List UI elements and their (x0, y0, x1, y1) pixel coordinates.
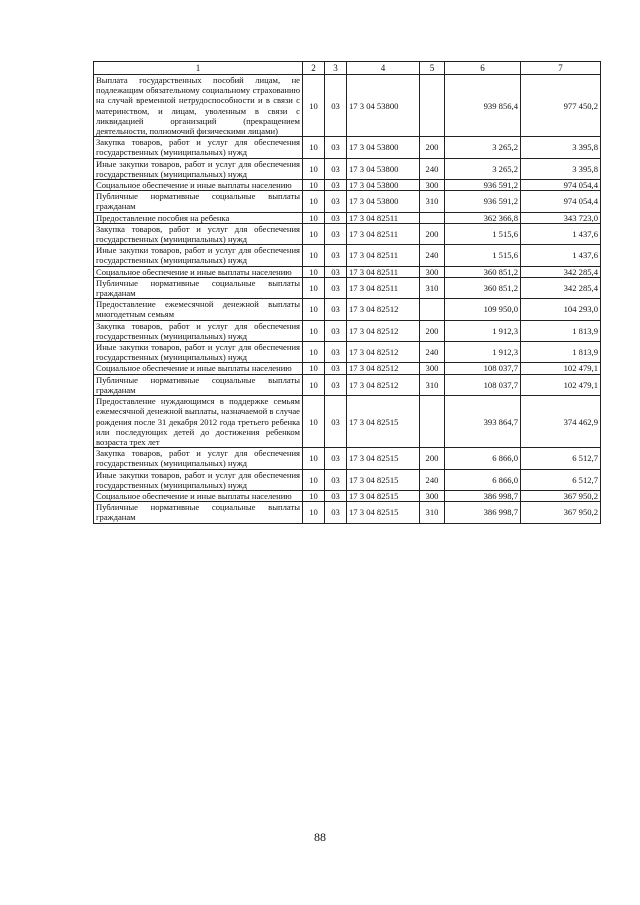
cell-amount-year2: 6 512,7 (521, 469, 601, 490)
col-header-description: 1 (94, 62, 303, 75)
table-row (94, 448, 601, 469)
cell-section: 10 (303, 191, 325, 212)
cell-expense-type: 200 (420, 137, 445, 158)
cell-expense-type: 300 (420, 490, 445, 501)
table-row (94, 469, 601, 490)
col-header-amount-year2: 7 (521, 62, 601, 75)
cell-amount-year2: 102 479,1 (521, 363, 601, 374)
cell-amount-year1: 6 866,0 (445, 448, 521, 469)
cell-subsection: 03 (325, 490, 347, 501)
cell-description: Публичные нормативные социальные выплаты гражданам (94, 374, 303, 395)
cell-subsection: 03 (325, 396, 347, 448)
cell-amount-year1: 1 515,6 (445, 245, 521, 266)
cell-amount-year2: 1 437,6 (521, 245, 601, 266)
cell-target-item: 17 3 04 82512 (347, 363, 420, 374)
cell-description: Предоставление нуждающимся в поддержке семьям ежемесячной денежной выплаты, назначаемой в случае рождения после 31 декабря 2012 года третьего ребенка или последующих детей до достижения ребенком возраста трех лет (94, 396, 303, 448)
page-number: 88 (314, 830, 326, 844)
cell-description: Закупка товаров, работ и услуг для обеспечения государственных (муниципальных) нужд (94, 223, 303, 244)
cell-section: 10 (303, 299, 325, 320)
cell-subsection: 03 (325, 363, 347, 374)
cell-expense-type (420, 212, 445, 223)
cell-target-item: 17 3 04 53800 (347, 180, 420, 191)
table-row (94, 212, 601, 223)
table-row (94, 396, 601, 448)
cell-section: 10 (303, 469, 325, 490)
cell-subsection: 03 (325, 299, 347, 320)
cell-subsection: 03 (325, 320, 347, 341)
cell-amount-year1: 393 864,7 (445, 396, 521, 448)
table-row (94, 158, 601, 179)
cell-amount-year1: 1 912,3 (445, 342, 521, 363)
cell-section: 10 (303, 266, 325, 277)
cell-expense-type: 310 (420, 374, 445, 395)
cell-amount-year1: 936 591,2 (445, 191, 521, 212)
cell-expense-type: 310 (420, 191, 445, 212)
cell-amount-year1: 386 998,7 (445, 490, 521, 501)
cell-description: Социальное обеспечение и иные выплаты населению (94, 363, 303, 374)
cell-target-item: 17 3 04 82511 (347, 266, 420, 277)
cell-section: 10 (303, 374, 325, 395)
table-row (94, 374, 601, 395)
cell-subsection: 03 (325, 137, 347, 158)
cell-subsection: 03 (325, 266, 347, 277)
cell-amount-year2: 1 813,9 (521, 320, 601, 341)
cell-section: 10 (303, 277, 325, 298)
table-row (94, 299, 601, 320)
cell-amount-year2: 3 395,8 (521, 137, 601, 158)
col-header-section: 2 (303, 62, 325, 75)
budget-table (93, 61, 601, 524)
cell-expense-type: 240 (420, 245, 445, 266)
cell-description: Иные закупки товаров, работ и услуг для обеспечения государственных (муниципальных) нужд (94, 245, 303, 266)
cell-description: Закупка товаров, работ и услуг для обеспечения государственных (муниципальных) нужд (94, 448, 303, 469)
cell-section: 10 (303, 180, 325, 191)
cell-section: 10 (303, 75, 325, 137)
table-row (94, 137, 601, 158)
cell-expense-type: 240 (420, 342, 445, 363)
cell-amount-year1: 6 866,0 (445, 469, 521, 490)
cell-description: Выплата государственных пособий лицам, не подлежащим обязательному социальному страхованию на случай временной нетрудоспособности и в связи с материнством, и лицам, уволенным в связи с ликвидацией организаций (прекращением деятельности, полномочий физическими лицами) (94, 75, 303, 137)
cell-target-item: 17 3 04 82511 (347, 277, 420, 298)
cell-description: Иные закупки товаров, работ и услуг для обеспечения государственных (муниципальных) нужд (94, 158, 303, 179)
cell-target-item: 17 3 04 53800 (347, 75, 420, 137)
table-row (94, 191, 601, 212)
table-row (94, 180, 601, 191)
cell-amount-year1: 362 366,8 (445, 212, 521, 223)
cell-target-item: 17 3 04 82512 (347, 342, 420, 363)
cell-amount-year2: 974 054,4 (521, 180, 601, 191)
cell-target-item: 17 3 04 82515 (347, 469, 420, 490)
cell-amount-year2: 102 479,1 (521, 374, 601, 395)
cell-description: Социальное обеспечение и иные выплаты населению (94, 490, 303, 501)
table-row (94, 342, 601, 363)
cell-target-item: 17 3 04 82515 (347, 396, 420, 448)
cell-target-item: 17 3 04 82511 (347, 245, 420, 266)
cell-section: 10 (303, 158, 325, 179)
table-row (94, 277, 601, 298)
cell-section: 10 (303, 490, 325, 501)
cell-amount-year1: 1 912,3 (445, 320, 521, 341)
cell-expense-type: 200 (420, 223, 445, 244)
table-row (94, 502, 601, 523)
cell-expense-type: 200 (420, 448, 445, 469)
cell-description: Социальное обеспечение и иные выплаты населению (94, 180, 303, 191)
cell-amount-year1: 109 950,0 (445, 299, 521, 320)
table-row (94, 490, 601, 501)
cell-subsection: 03 (325, 502, 347, 523)
cell-description: Публичные нормативные социальные выплаты гражданам (94, 277, 303, 298)
table-row (94, 75, 601, 137)
table-row (94, 320, 601, 341)
cell-amount-year2: 374 462,9 (521, 396, 601, 448)
cell-amount-year2: 367 950,2 (521, 490, 601, 501)
col-header-target-item: 4 (347, 62, 420, 75)
cell-subsection: 03 (325, 191, 347, 212)
cell-expense-type: 240 (420, 469, 445, 490)
col-header-amount-year1: 6 (445, 62, 521, 75)
cell-amount-year1: 3 265,2 (445, 137, 521, 158)
cell-description: Иные закупки товаров, работ и услуг для обеспечения государственных (муниципальных) нужд (94, 342, 303, 363)
cell-expense-type (420, 396, 445, 448)
cell-expense-type (420, 75, 445, 137)
cell-section: 10 (303, 137, 325, 158)
header-row (94, 62, 601, 75)
col-header-subsection: 3 (325, 62, 347, 75)
cell-target-item: 17 3 04 53800 (347, 158, 420, 179)
cell-subsection: 03 (325, 180, 347, 191)
cell-subsection: 03 (325, 374, 347, 395)
cell-amount-year2: 343 723,0 (521, 212, 601, 223)
cell-section: 10 (303, 223, 325, 244)
cell-description: Предоставление ежемесячной денежной выплаты многодетным семьям (94, 299, 303, 320)
cell-amount-year2: 367 950,2 (521, 502, 601, 523)
cell-amount-year2: 1 437,6 (521, 223, 601, 244)
col-header-expense-type: 5 (420, 62, 445, 75)
cell-amount-year2: 1 813,9 (521, 342, 601, 363)
cell-subsection: 03 (325, 223, 347, 244)
cell-description: Предоставление пособия на ребенка (94, 212, 303, 223)
cell-amount-year1: 108 037,7 (445, 374, 521, 395)
cell-expense-type: 300 (420, 363, 445, 374)
cell-amount-year1: 936 591,2 (445, 180, 521, 191)
cell-expense-type: 310 (420, 277, 445, 298)
table-row (94, 223, 601, 244)
cell-amount-year2: 3 395,8 (521, 158, 601, 179)
cell-section: 10 (303, 448, 325, 469)
cell-description: Закупка товаров, работ и услуг для обеспечения государственных (муниципальных) нужд (94, 320, 303, 341)
cell-amount-year1: 360 851,2 (445, 266, 521, 277)
cell-amount-year2: 977 450,2 (521, 75, 601, 137)
cell-section: 10 (303, 245, 325, 266)
cell-target-item: 17 3 04 82512 (347, 374, 420, 395)
cell-amount-year2: 342 285,4 (521, 277, 601, 298)
cell-target-item: 17 3 04 82512 (347, 299, 420, 320)
cell-amount-year2: 104 293,0 (521, 299, 601, 320)
cell-subsection: 03 (325, 277, 347, 298)
cell-target-item: 17 3 04 82511 (347, 223, 420, 244)
cell-target-item: 17 3 04 82511 (347, 212, 420, 223)
cell-target-item: 17 3 04 53800 (347, 137, 420, 158)
cell-section: 10 (303, 342, 325, 363)
cell-description: Публичные нормативные социальные выплаты гражданам (94, 191, 303, 212)
cell-subsection: 03 (325, 212, 347, 223)
cell-expense-type: 300 (420, 180, 445, 191)
cell-subsection: 03 (325, 342, 347, 363)
cell-description: Публичные нормативные социальные выплаты гражданам (94, 502, 303, 523)
cell-target-item: 17 3 04 82515 (347, 490, 420, 501)
cell-amount-year2: 6 512,7 (521, 448, 601, 469)
cell-expense-type: 240 (420, 158, 445, 179)
cell-amount-year1: 1 515,6 (445, 223, 521, 244)
cell-description: Социальное обеспечение и иные выплаты населению (94, 266, 303, 277)
cell-amount-year1: 386 998,7 (445, 502, 521, 523)
cell-expense-type: 310 (420, 502, 445, 523)
cell-amount-year1: 108 037,7 (445, 363, 521, 374)
cell-description: Закупка товаров, работ и услуг для обеспечения государственных (муниципальных) нужд (94, 137, 303, 158)
cell-expense-type: 200 (420, 320, 445, 341)
cell-section: 10 (303, 212, 325, 223)
cell-expense-type: 300 (420, 266, 445, 277)
cell-target-item: 17 3 04 82515 (347, 502, 420, 523)
table-row (94, 266, 601, 277)
cell-section: 10 (303, 396, 325, 448)
cell-subsection: 03 (325, 448, 347, 469)
cell-target-item: 17 3 04 53800 (347, 191, 420, 212)
cell-amount-year2: 342 285,4 (521, 266, 601, 277)
cell-subsection: 03 (325, 75, 347, 137)
cell-amount-year2: 974 054,4 (521, 191, 601, 212)
cell-section: 10 (303, 502, 325, 523)
table-row (94, 245, 601, 266)
cell-subsection: 03 (325, 158, 347, 179)
cell-subsection: 03 (325, 245, 347, 266)
cell-section: 10 (303, 320, 325, 341)
cell-section: 10 (303, 363, 325, 374)
table-row (94, 363, 601, 374)
cell-amount-year1: 360 851,2 (445, 277, 521, 298)
cell-description: Иные закупки товаров, работ и услуг для обеспечения государственных (муниципальных) нужд (94, 469, 303, 490)
cell-target-item: 17 3 04 82512 (347, 320, 420, 341)
cell-subsection: 03 (325, 469, 347, 490)
cell-target-item: 17 3 04 82515 (347, 448, 420, 469)
cell-expense-type (420, 299, 445, 320)
cell-amount-year1: 3 265,2 (445, 158, 521, 179)
cell-amount-year1: 939 856,4 (445, 75, 521, 137)
